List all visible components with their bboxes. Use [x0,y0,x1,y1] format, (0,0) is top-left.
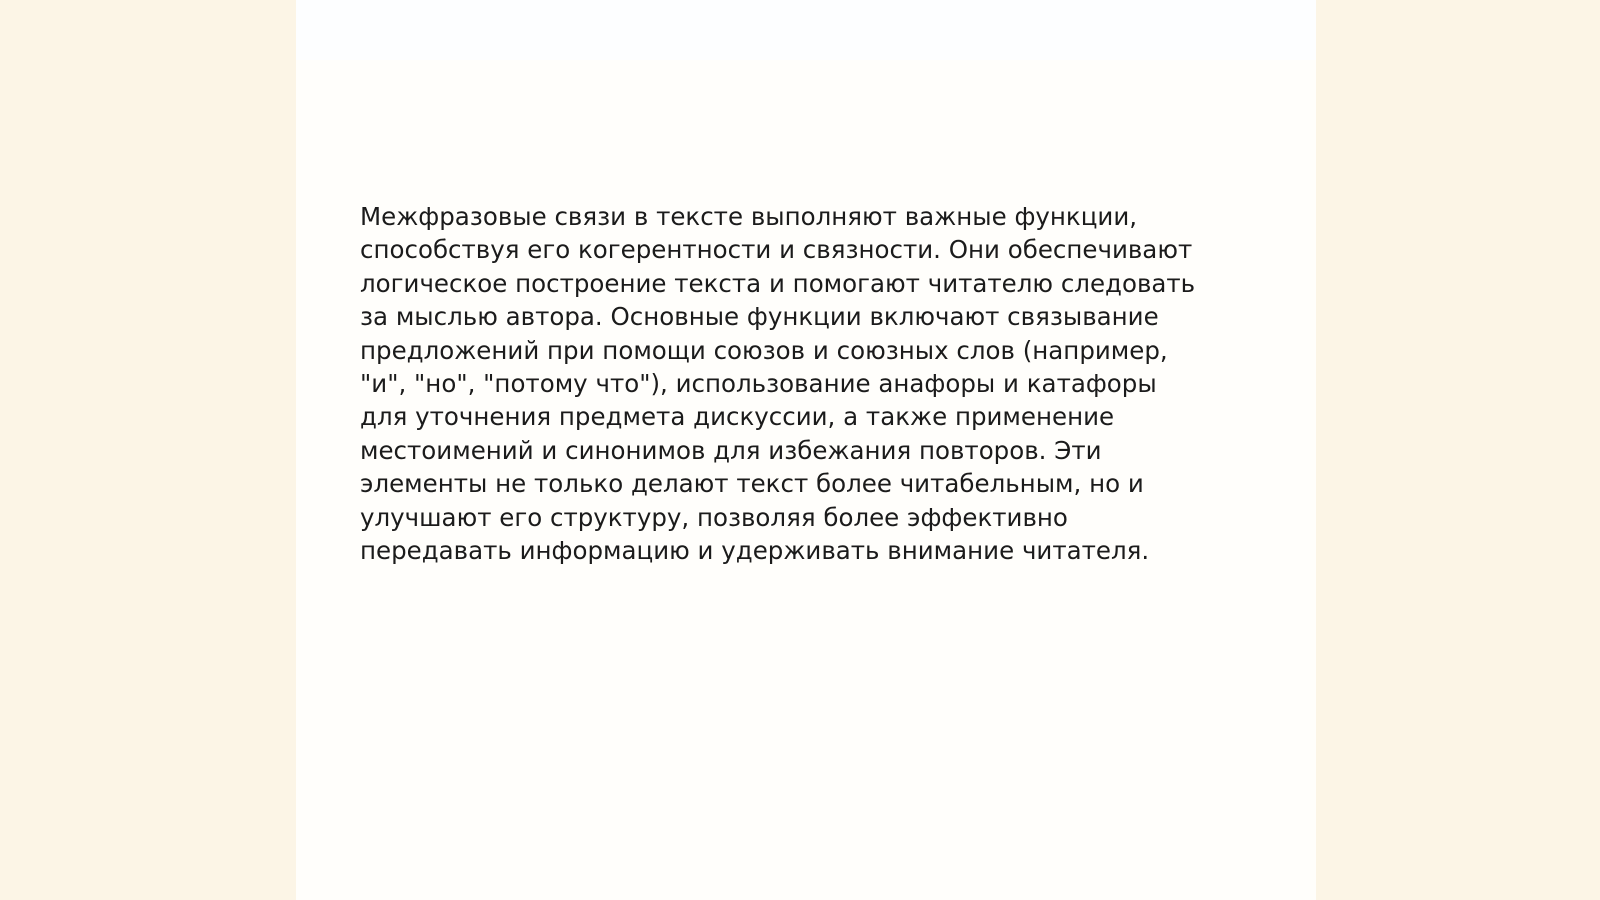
document-page [296,0,1316,900]
right-margin-background [1316,0,1600,900]
paragraph-line: способствуя его когерентности и связности. Они обеспечивают [360,235,1193,265]
paragraph-line: для уточнения предмета дискуссии, а также применение [360,402,1115,432]
left-margin-background [0,0,296,900]
paragraph-line: предложений при помощи союзов и союзных слов (например, [360,335,1168,365]
paragraph-line: за мыслью автора. Основные функции включают связывание [360,302,1159,332]
paragraph-line: логическое построение текста и помогают читателю следовать [360,268,1196,298]
paragraph-line: Межфразовые связи в тексте выполняют важные функции, [360,202,1138,231]
paragraph-line: элементы не только делают текст более читабельным, но и [360,469,1144,499]
paragraph-line: улучшают его структуру, позволяя более эффективно [360,502,1068,532]
body-paragraph [360,200,1260,567]
paragraph-line: "и", "но", "потому что"), использование анафоры и катафоры [360,369,1157,399]
paragraph-line: местоимений и синонимов для избежания повторов. Эти [360,435,1102,465]
paragraph-line: передавать информацию и удерживать внимание читателя. [360,536,1150,566]
page-top-band [296,0,1316,60]
